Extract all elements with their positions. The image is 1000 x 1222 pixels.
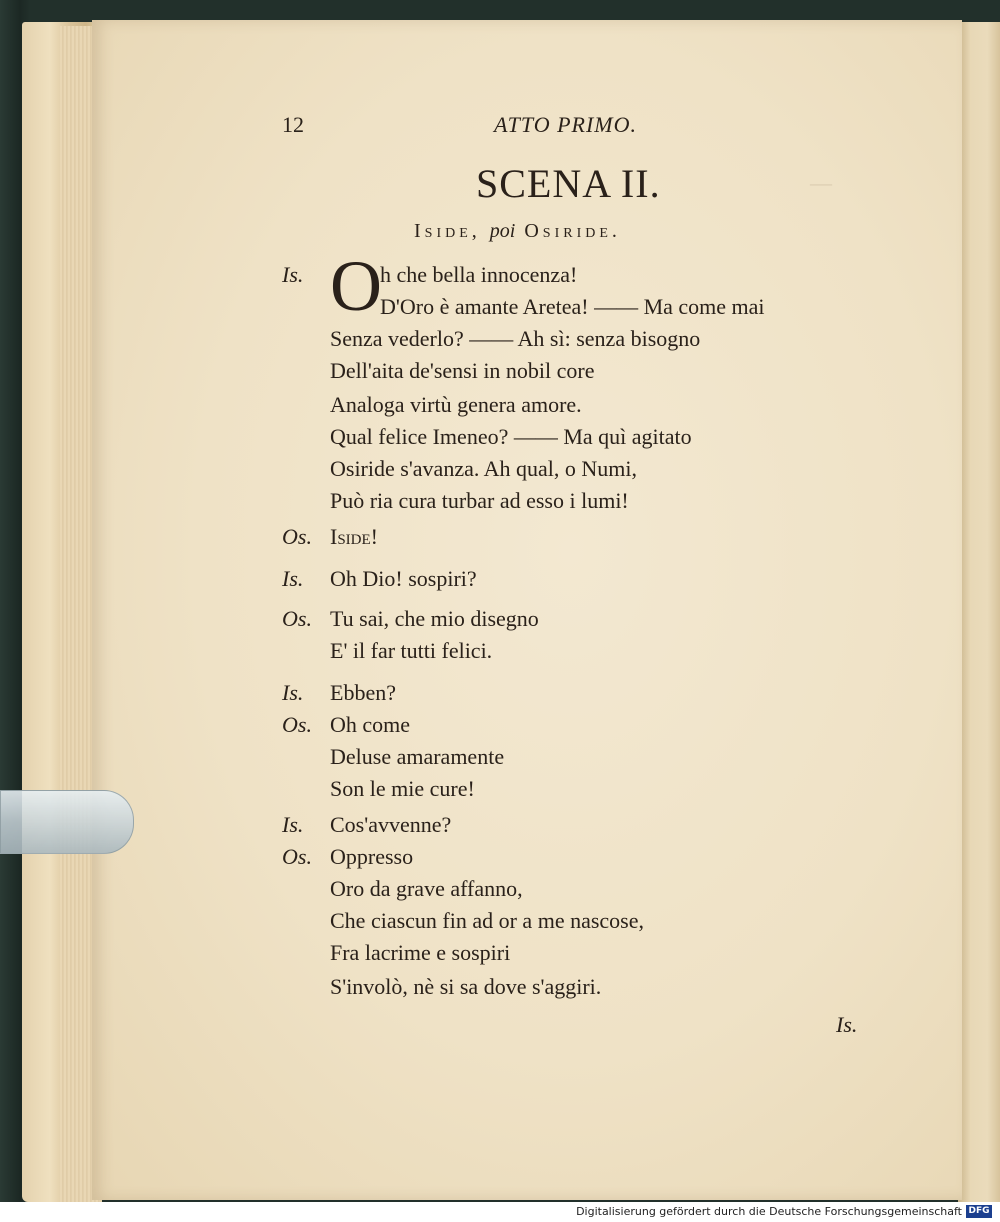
verse-line: Cos'avvenne? — [330, 812, 452, 837]
verse-line: Oh come — [330, 712, 411, 737]
scene-title: SCENA II. — [476, 161, 661, 206]
verse-line: E' il far tutti felici. — [330, 638, 493, 663]
verse-line: Tu sai, che mio disegno — [330, 606, 539, 631]
verse-line: S'involò, nè si sa dove s'aggiri. — [330, 974, 602, 999]
verse-line: Oh Dio! sospiri? — [330, 566, 477, 591]
facing-page-edge — [958, 22, 1000, 1202]
character-iside: Iside, — [414, 220, 481, 242]
speaker-label: Is. — [282, 812, 304, 837]
verse-line: Senza vederlo? —— Ah sì: senza bisogno — [330, 326, 701, 351]
verse-line: Analoga virtù genera amore. — [330, 392, 582, 417]
drop-cap: O — [330, 246, 382, 326]
verse-line: D'Oro è amante Aretea! —— Ma come mai — [380, 294, 765, 319]
verse-line: Ebben? — [330, 680, 396, 705]
scene-characters — [414, 220, 621, 243]
verse-line: Qual felice Imeneo? —— Ma quì agitato — [330, 424, 692, 449]
running-head: ATTO PRIMO. — [494, 112, 637, 137]
show-through-ghost: — — [810, 170, 832, 195]
book-clip — [0, 790, 134, 854]
verse-line: Oro da grave affanno, — [330, 876, 523, 901]
verse-line: Iside! — [330, 524, 378, 549]
dfg-logo: DFG — [966, 1205, 992, 1218]
verse-line: Che ciascun fin ad or a me nascose, — [330, 908, 644, 933]
speaker-label: Os. — [282, 606, 312, 631]
character-connector: poi — [489, 220, 516, 242]
catchword: Is. — [836, 1012, 858, 1037]
verse-line: Dell'aita de'sensi in nobil core — [330, 358, 595, 383]
speaker-label: Is. — [282, 566, 304, 591]
verse-line: Son le mie cure! — [330, 776, 475, 801]
speaker-label: Os. — [282, 712, 312, 737]
character-osiride: Osiride. — [524, 220, 621, 242]
verse-line: Deluse amaramente — [330, 744, 505, 769]
speaker-label: Os. — [282, 844, 312, 869]
page-number: 12 — [282, 112, 304, 137]
speaker-label: Os. — [282, 524, 312, 549]
verse-line: Oppresso — [330, 844, 414, 869]
verse-line: h che bella innocenza! — [380, 262, 578, 287]
verse-line: Può ria cura turbar ad esso i lumi! — [330, 488, 629, 513]
speaker-label: Is. — [282, 262, 304, 287]
verse-line: Osiride s'avanza. Ah qual, o Numi, — [330, 456, 638, 481]
footer-credit: Digitalisierung gefördert durch die Deutsche Forschungsgemeinschaft — [576, 1205, 962, 1218]
speaker-label: Is. — [282, 680, 304, 705]
verse-line: Fra lacrime e sospiri — [330, 940, 511, 965]
